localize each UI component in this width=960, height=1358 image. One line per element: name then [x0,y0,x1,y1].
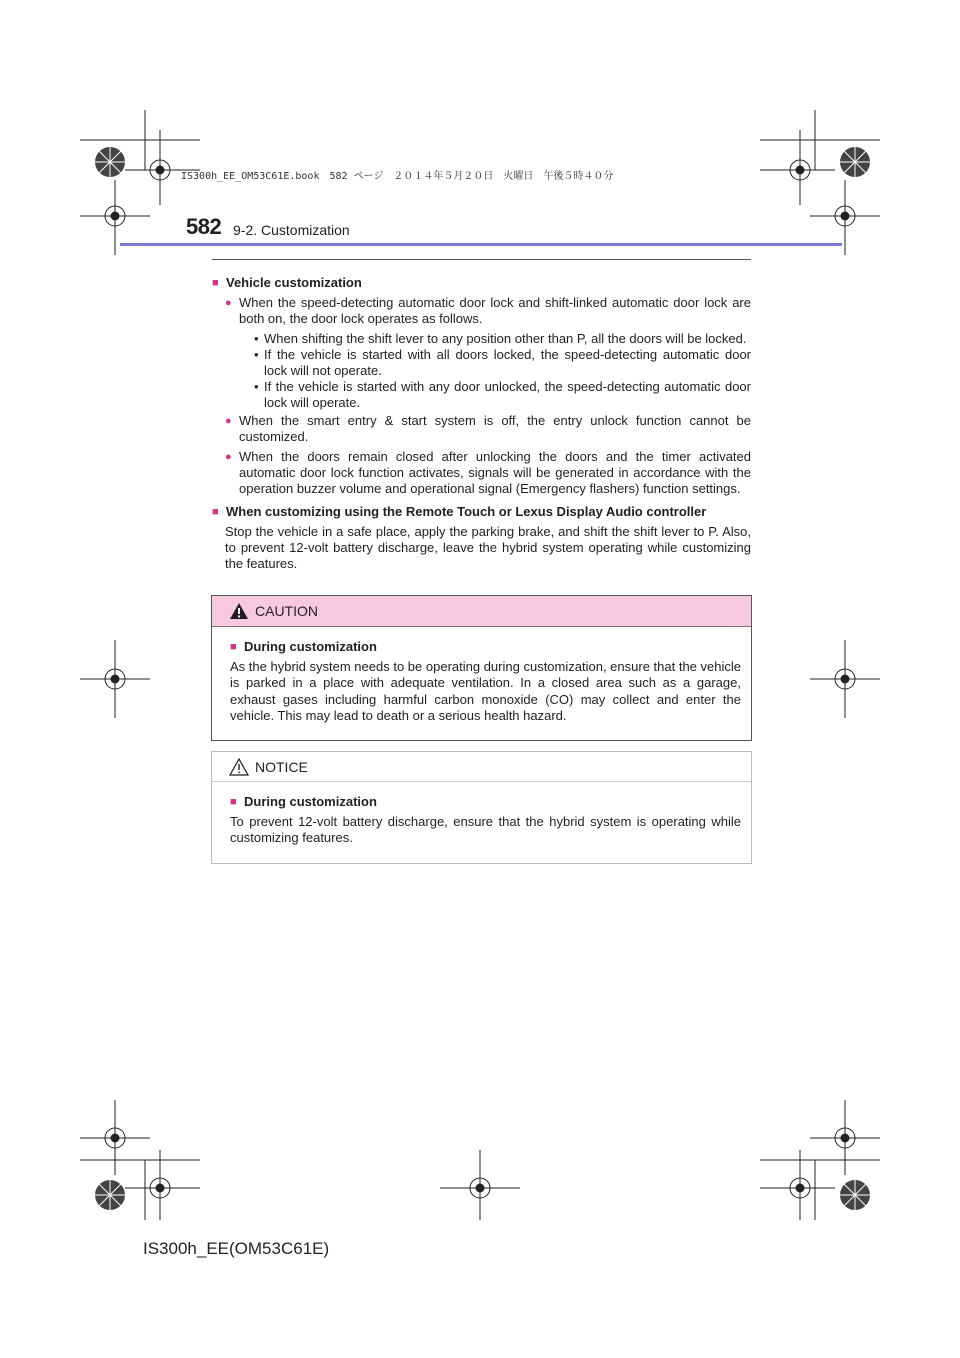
paragraph-remote-touch: Stop the vehicle in a safe place, apply the parking brake, and shift the shift lever to P. Also, to prevent 12-volt battery discharge, leave the hybrid system operating while customizing the features. [225,523,751,572]
sub-bullet-any-unlocked: • If the vehicle is started with any door unlocked, the speed-detecting automatic door lock will operate. [212,379,751,411]
notice-heading: ■ During customization [230,794,741,810]
caution-label: CAUTION [255,603,318,619]
sub-bullet-shift: • When shifting the shift lever to any position other than P, all the doors will be locked. [212,331,751,347]
book-info: IS300h_EE_OM53C61E.book 582 ページ ２０１４年５月２０日 火曜日 午後５時４０分 [181,171,614,182]
notice-triangle-icon [229,758,249,776]
content-rule [212,259,751,260]
caution-text: As the hybrid system needs to be operating during customization, ensure that the vehicle is parked in a place with adequate ventilation. In a closed area such as a garage, exhaust gases including harmful carbon monoxide (CO) may collect and enter the vehicle. This may lead to death or a serious health hazard. [230,659,741,723]
notice-header [212,752,751,782]
header-rule [120,243,842,246]
page-number: 582 [186,214,222,239]
bullet-timer-lock: ● When the doors remain closed after unlocking the doors and the timer activated automatic door lock function activates, signals will be generated in accordance with the operation buzzer volume and operational signal (Emergency flashers) function settings. [212,449,751,498]
sub-bullet-all-locked: • If the vehicle is started with all doors locked, the speed-detecting automatic door lock will not operate. [212,347,751,379]
notice-label: NOTICE [255,759,308,775]
warning-triangle-icon [229,602,249,620]
footer-model-code: IS300h_EE(OM53C61E) [143,1239,330,1258]
main-content [212,269,751,572]
heading-vehicle-customization: ■ Vehicle customization [212,275,751,291]
caution-box [211,595,752,741]
heading-remote-touch: ■ When customizing using the Remote Touch or Lexus Display Audio controller [212,504,751,520]
notice-text: To prevent 12-volt battery discharge, ensure that the hybrid system is operating while customizing features. [230,814,741,846]
section-title: 9-2. Customization [233,222,350,238]
caution-header [212,596,751,627]
bullet-smart-entry: ● When the smart entry & start system is off, the entry unlock function cannot be customized. [212,413,751,445]
bullet-door-lock: ● When the speed-detecting automatic door lock and shift-linked automatic door lock are both on, the door lock operates as follows. [212,295,751,327]
notice-box [211,751,752,864]
caution-heading: ■ During customization [230,639,741,655]
